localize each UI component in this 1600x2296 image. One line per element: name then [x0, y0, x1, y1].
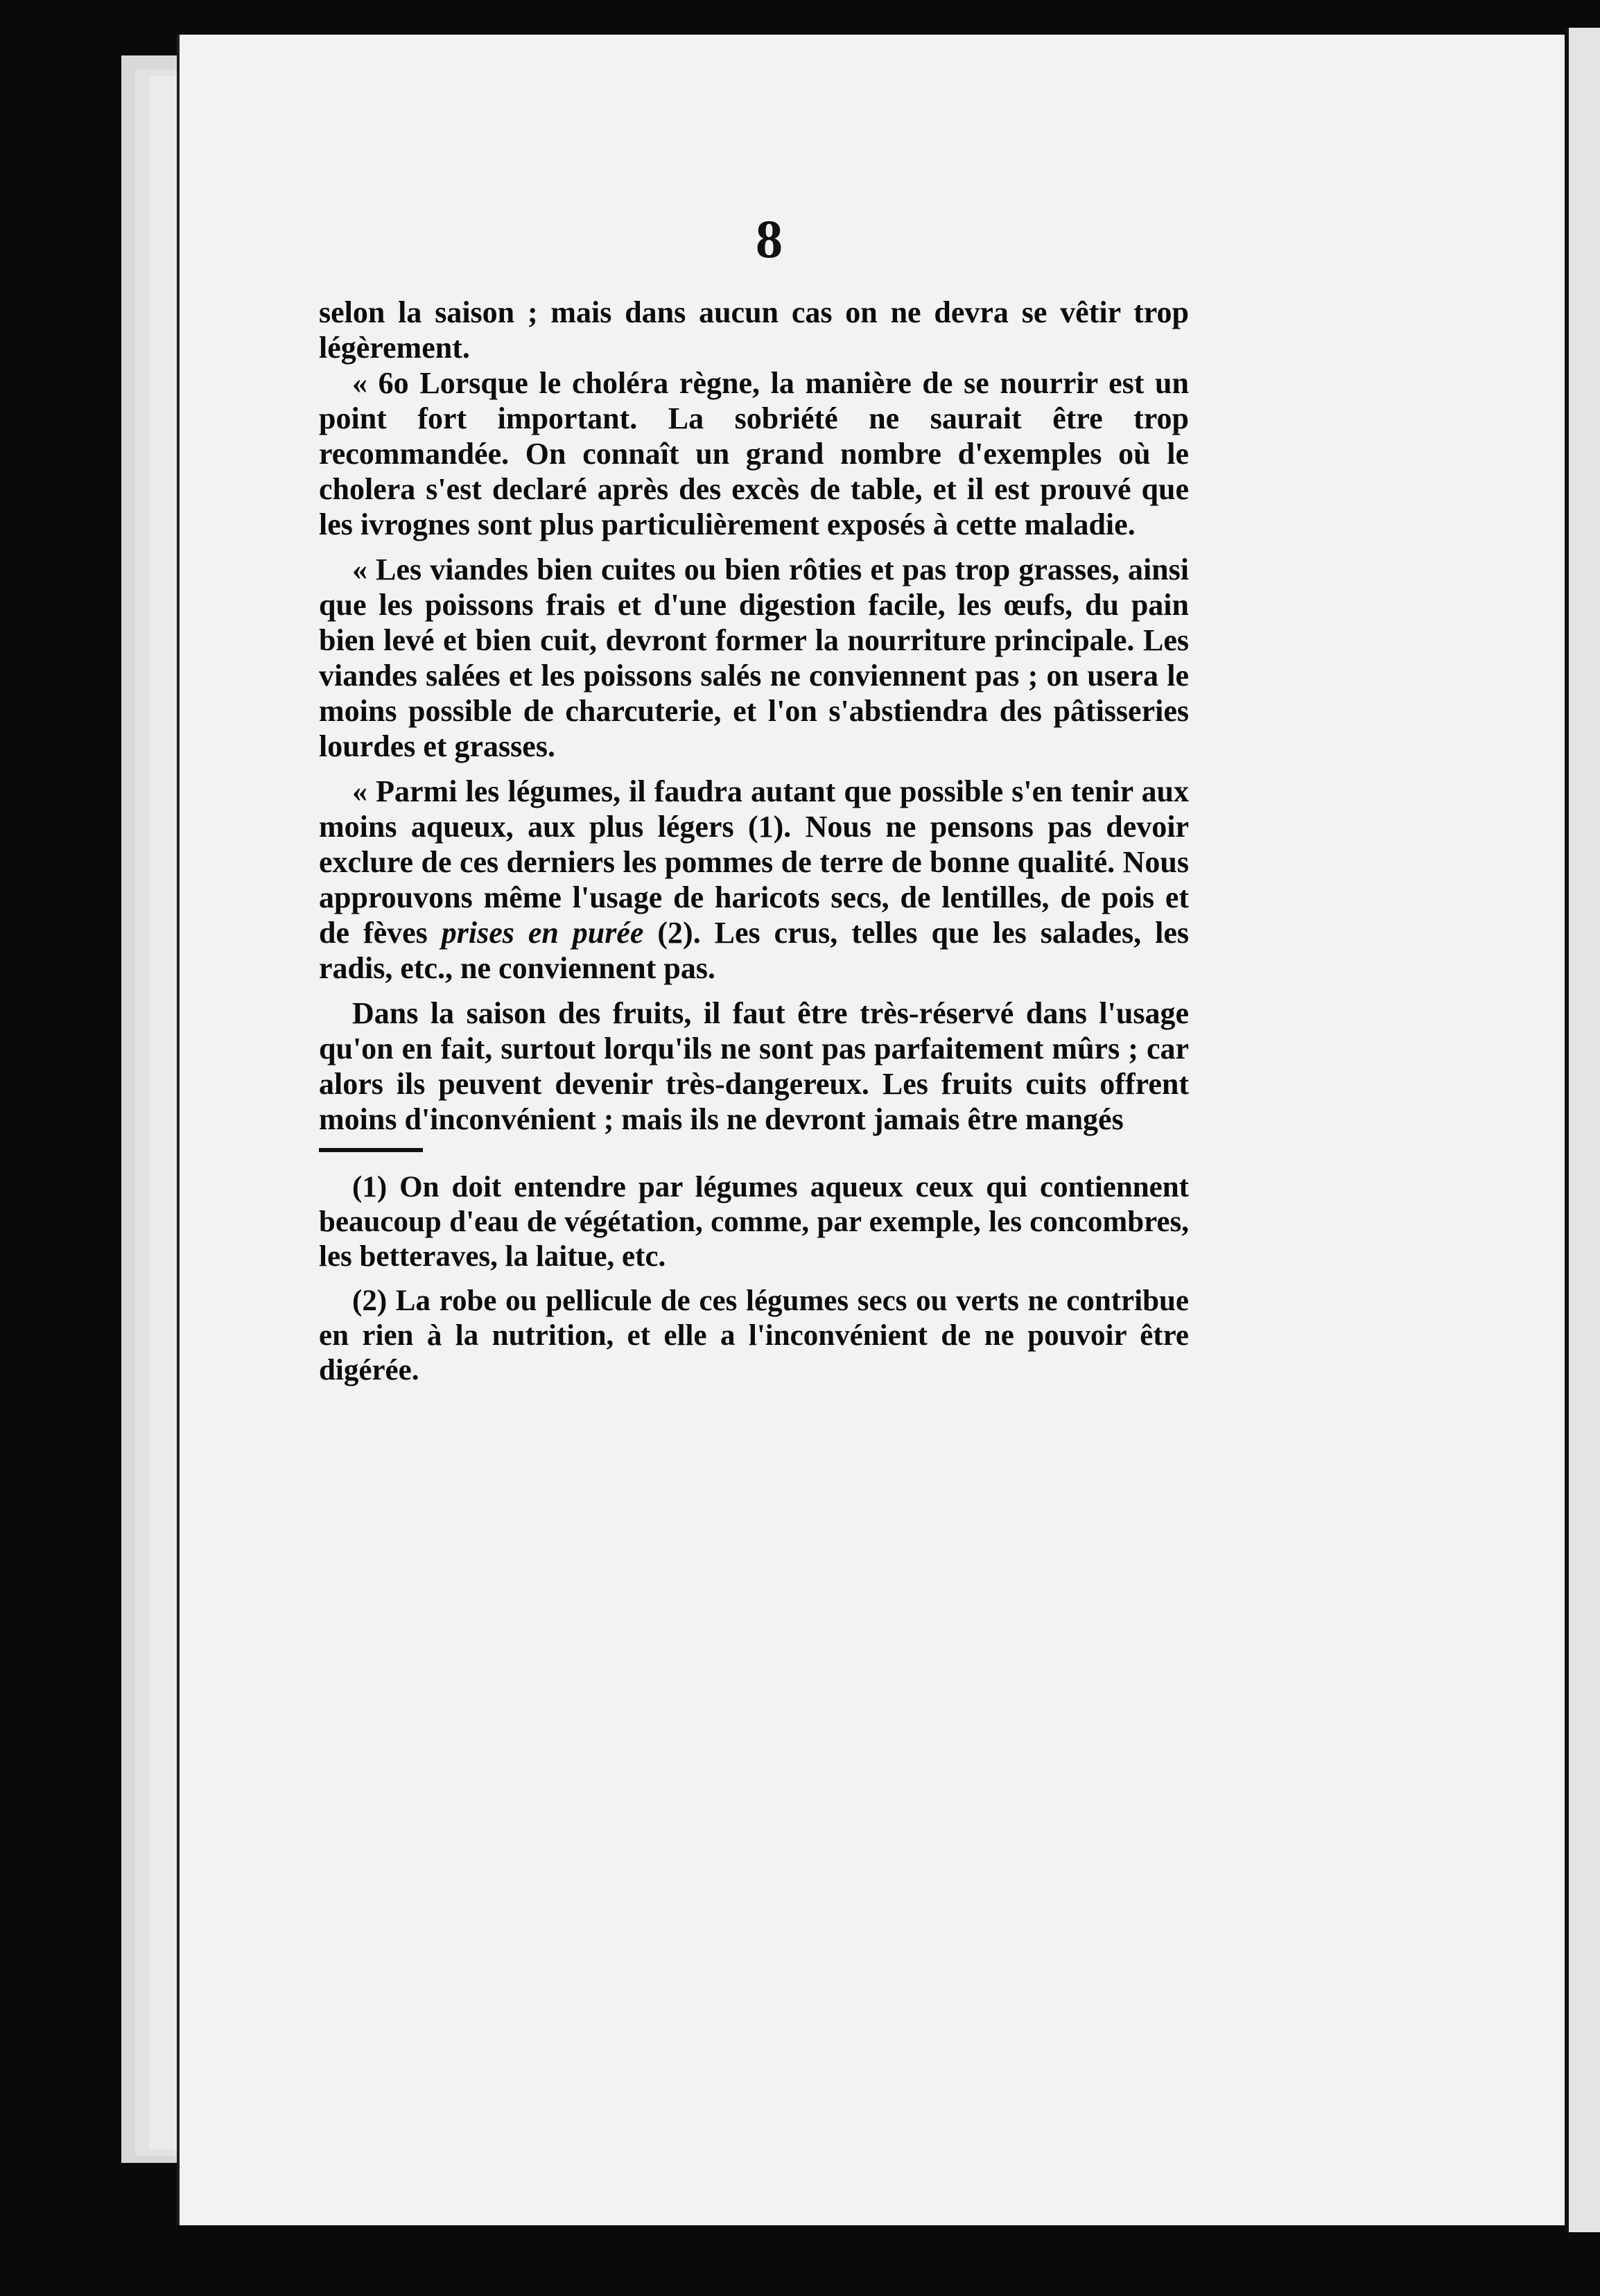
facing-page-edge [1565, 28, 1600, 2232]
footnote-1: (1) On doit entendre par légumes aqueux ceux qui contiennent beaucoup d'eau de végétation, comme, par exemple, les concombres, les betteraves, la laitue, etc. [319, 1171, 1189, 1273]
paragraph-5: Dans la saison des fruits, il faut être très-réservé dans l'usage qu'on en fait, surtout lorqu'ils ne sont pas parfaitement mûrs ; car alors ils peuvent devenir très-dangereux. Les fruits cuits offrent moins d'inconvénient ; mais ils ne devront jamais être mangés [319, 996, 1189, 1136]
paragraph-1: selon la saison ; mais dans aucun cas on ne devra se vêtir trop légèrement. [319, 295, 1189, 365]
paragraph-4-start: « Parmi les légumes, il faudra autant que possible s'en tenir aux moins aqueux, aux plus légers (1). Nous ne pensons pas devoir exclure de ces derniers les pommes de terre de bonne qualité. Nous approuvons même l'usage de haricots secs, de lentilles, de pois et de fèves [319, 774, 1189, 950]
footnote-2: (2) La robe ou pellicule de ces légumes secs ou verts ne contribue en rien à la nutrition, et elle a l'inconvénient de ne pouvoir être digérée. [319, 1285, 1189, 1386]
footnote-separator [319, 1148, 423, 1152]
page-number: 8 [756, 209, 783, 269]
paragraph-3: « Les viandes bien cuites ou bien rôties et pas trop grasses, ainsi que les poissons frais et d'une digestion facile, les œufs, du pain bien levé et bien cuit, devront former la nourriture principale. Les viandes salées et les poissons salés ne conviennent pas ; on usera le moins possible de charcuterie, et l'on s'abstiendra des pâtisseries lourdes et grasses. [319, 553, 1189, 763]
paragraph-2: « 6o Lorsque le choléra règne, la manière de se nourrir est un point fort important. La sobriété ne saurait être trop recommandée. On connaît un grand nombre d'exemples où le cholera s'est declaré après des excès de table, et il est prouvé que les ivrognes sont plus particulièrement exposés à cette maladie. [319, 366, 1189, 541]
paragraph-4-italic: prises en purée [441, 916, 644, 950]
paragraph-4 [319, 774, 1189, 986]
footnotes [319, 1170, 1189, 1388]
paragraph-4-end: (2). Les crus, telles que les salades, les radis, etc., ne conviennent pas. [319, 916, 1189, 985]
main-text [319, 295, 1189, 1388]
